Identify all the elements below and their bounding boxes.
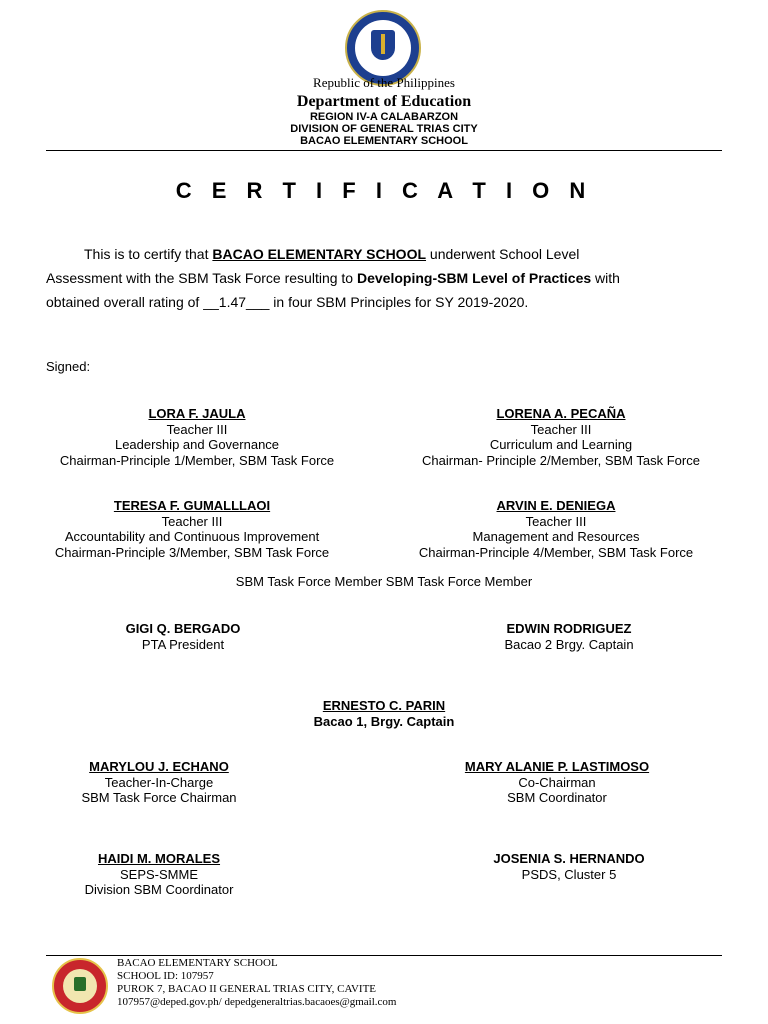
signatory-role: Chairman-Principle 3/Member, SBM Task Force (54, 544, 330, 560)
signatory-position: Bacao 1, Brgy. Captain (313, 713, 455, 729)
header-department: Department of Education (296, 93, 472, 110)
signatory-role: Chairman-Principle 4/Member, SBM Task Force (418, 544, 694, 560)
signatory-name: TERESA F. GUMALLLAOI (113, 498, 271, 513)
footer-emails: 107957@deped.gov.ph/ depedgeneraltrias.bacaoes@gmail.com (117, 996, 397, 1008)
signatory-name: MARY ALANIE P. LASTIMOSO (464, 759, 650, 774)
signatory-10 (0, 851, 324, 898)
body-text: This is to certify that (84, 246, 213, 262)
signatory-name: MARYLOU J. ECHANO (89, 759, 229, 774)
footer-divider (46, 955, 722, 956)
signatory-area: Leadership and Governance (114, 437, 280, 452)
signatory-role: Chairman- Principle 2/Member, SBM Task Force (422, 452, 700, 468)
signatory-role: SBM Task Force Chairman (81, 790, 237, 805)
signatory-4 (391, 498, 721, 560)
signatory-7 (219, 698, 549, 729)
signatory-8 (0, 759, 324, 806)
signatory-name: EDWIN RODRIGUEZ (506, 621, 632, 636)
signatory-3 (27, 498, 357, 560)
signatory-1 (32, 406, 362, 468)
overall-rating: __1.47___ (203, 294, 270, 310)
body-text: Assessment with the SBM Task Force resulting to (46, 270, 357, 286)
signatory-position: Teacher III (166, 421, 228, 437)
signatory-name: ERNESTO C. PARIN (322, 698, 446, 713)
signatory-position: PSDS, Cluster 5 (521, 866, 617, 882)
signatory-position: Bacao 2 Brgy. Captain (504, 636, 634, 652)
signatory-9 (392, 759, 722, 806)
footer-school-id: SCHOOL ID: 107957 (117, 970, 214, 982)
signatory-position: Teacher III (530, 421, 592, 437)
school-logo (52, 958, 108, 1014)
signatory-position: PTA President (141, 636, 225, 652)
footer-school: BACAO ELEMENTARY SCHOOL (117, 957, 278, 969)
body-line-2 (46, 266, 726, 290)
body-line-1 (46, 242, 726, 266)
school-logo-emblem (74, 977, 86, 991)
signed-label: Signed: (46, 359, 91, 374)
signatory-area: Accountability and Continuous Improvement (64, 529, 320, 544)
header-divider (46, 150, 722, 151)
header-division: DIVISION OF GENERAL TRIAS CITY (290, 123, 478, 135)
members-line: SBM Task Force Member SBM Task Force Member (235, 574, 533, 589)
signatory-name: HAIDI M. MORALES (97, 851, 221, 866)
footer-address: PUROK 7, BACAO II GENERAL TRIAS CITY, CAVITE (117, 983, 377, 995)
signatory-2 (396, 406, 726, 468)
signatory-role: Chairman-Principle 1/Member, SBM Task Force (59, 452, 335, 468)
signatory-area: Curriculum and Learning (489, 437, 633, 452)
body-text: obtained overall rating of (46, 294, 204, 310)
signatory-position: SEPS-SMME (119, 866, 198, 882)
body-text: with (591, 270, 620, 286)
signatory-name: ARVIN E. DENIEGA (496, 498, 616, 513)
header-region: REGION IV-A CALABARZON (309, 111, 459, 123)
signatory-position: Teacher-In-Charge (104, 774, 214, 790)
signatory-name: GIGI Q. BERGADO (125, 621, 241, 636)
header-school: BACAO ELEMENTARY SCHOOL (300, 135, 468, 147)
seal-torch (381, 34, 385, 54)
signatory-6 (404, 621, 734, 652)
body-text: in four SBM Principles for SY 2019-2020. (269, 294, 529, 310)
signatory-name: LORENA A. PECAÑA (496, 406, 626, 421)
sbm-level: Developing-SBM Level of Practices (356, 270, 592, 286)
signatory-position: Co-Chairman (518, 774, 596, 790)
header-republic: Republic of the Philippines (313, 75, 455, 90)
signatory-name: JOSENIA S. HERNANDO (493, 851, 645, 866)
signatory-role: SBM Coordinator (507, 790, 607, 805)
body-text: underwent School Level (426, 246, 580, 262)
signatory-name: LORA F. JAULA (148, 406, 246, 421)
certification-body (46, 242, 726, 314)
signatory-position: Teacher III (525, 513, 587, 529)
body-line-3 (46, 290, 726, 314)
signatory-11 (404, 851, 734, 882)
page-title: C E R T I F I C A T I O N (175, 178, 593, 203)
signatory-area: Management and Resources (472, 529, 640, 544)
school-name: BACAO ELEMENTARY SCHOOL (212, 246, 427, 262)
signatory-position: Teacher III (161, 513, 223, 529)
signatory-5 (18, 621, 348, 652)
signatory-role: Division SBM Coordinator (84, 882, 234, 897)
